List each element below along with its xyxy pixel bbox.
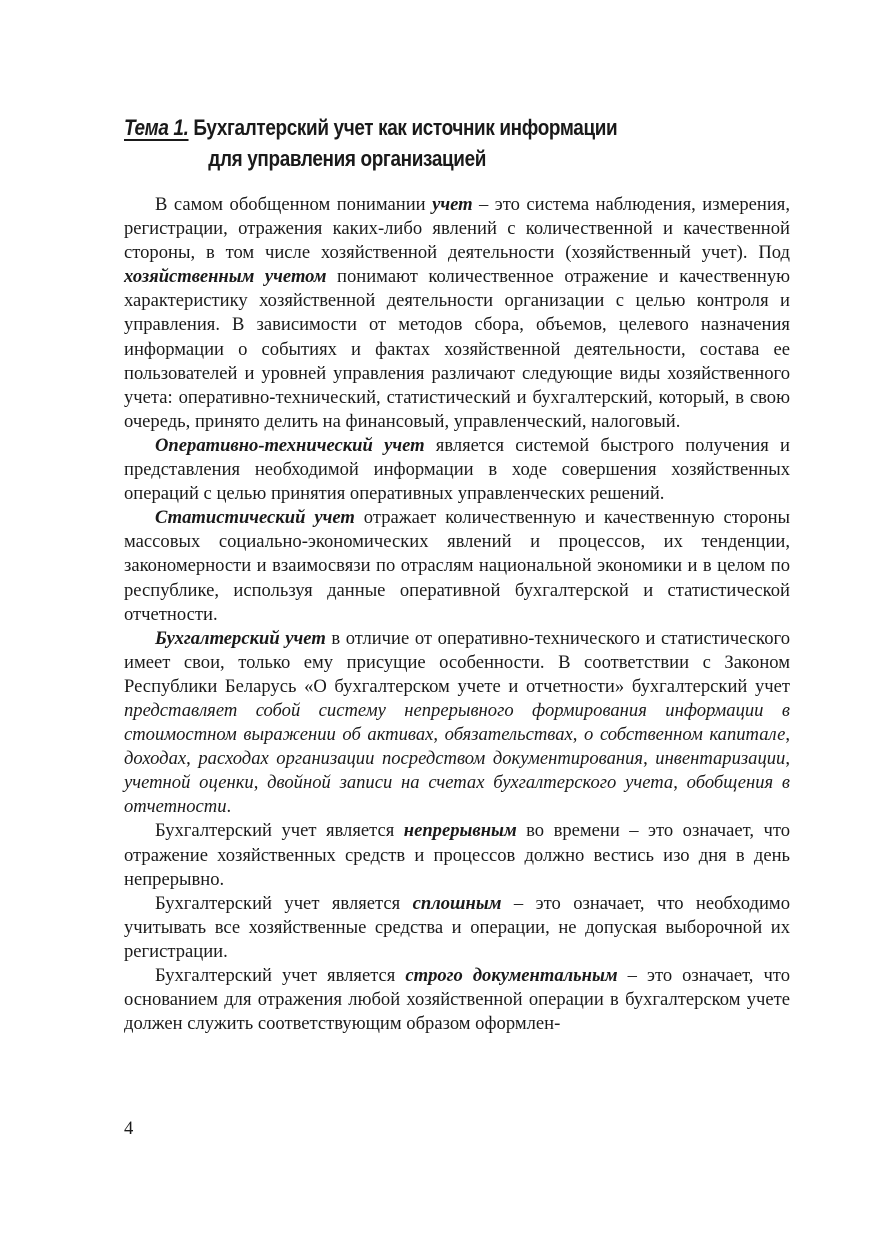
heading-title-line1: Бухгалтерский учет как источник информации	[193, 115, 618, 140]
paragraph-text: .	[226, 796, 232, 818]
paragraph-text: ,	[186, 748, 199, 770]
paragraph-text: ,	[785, 724, 790, 746]
paragraph-text: является системой быстрого получения и представления необходимой информации в ходе совершения хозяйственных операций с целью принятия оперативных управленческих решений.	[124, 434, 790, 505]
paragraph	[124, 506, 790, 626]
emphasized-term: Бухгалтерский учет	[155, 627, 326, 649]
topic-label: Тема 1.	[124, 115, 189, 140]
section-heading	[124, 112, 709, 174]
paragraph	[124, 193, 790, 434]
paragraph	[124, 819, 790, 891]
emphasized-term: строго документальным	[405, 965, 618, 986]
emphasized-term: учет	[432, 194, 473, 215]
paragraph	[124, 627, 790, 820]
paragraph-text: В самом обобщенном понимании	[155, 194, 433, 215]
paragraph-text: во времени – это означает, что отражение хозяйственных средств и процессов должно вестись изо дня в день непрерывно.	[124, 820, 790, 890]
paragraph-text: ,	[572, 724, 585, 746]
paragraph-text: в отличие от оперативно-технического и статистического имеет свои, только ему присущие особенности. В соответствии с Законом Республики Беларусь «О бухгалтерском учете и отчетности» бухгалтерский учет	[124, 627, 791, 697]
paragraph-text: ,	[253, 772, 268, 794]
paragraph-text: отражает количественную и качественную стороны массовых социально-экономических явлений и процессов, их тенденции, закономерности и взаимосвязи по отраслям национальной экономики и в целом по республике, используя данные оперативной бухгалтерской и статистической отчетности.	[124, 507, 791, 625]
emphasized-term: сплошным	[412, 892, 502, 914]
paragraph	[124, 434, 790, 506]
paragraph-text: ,	[673, 772, 687, 794]
italic-phrase: расходах организации посредством документирования	[198, 748, 644, 770]
paragraph-text: ,	[433, 724, 445, 746]
italic-phrase: обобщения в отчетности	[124, 772, 790, 818]
emphasized-term: хозяйственным учетом	[124, 266, 327, 288]
page-number: 4	[124, 1118, 134, 1139]
paragraph-text: – это означает, что основанием для отражения любой хозяйственной операции в бухгалтерском учете должен служить соответствующим образом оформлен-	[124, 965, 790, 1035]
italic-phrase: доходах	[124, 748, 187, 770]
paragraph-text: – это система наблюдения, измерения, регистрации, отражения каких-либо явлений с количественной и качественной стороны, в том числе хозяйственной деятельности (хозяйственный учет). Под	[124, 194, 790, 264]
italic-phrase: двойной записи на счетах бухгалтерского учета	[267, 772, 674, 794]
paragraph-text: Бухгалтерский учет является	[155, 965, 406, 986]
paragraph-text: ,	[643, 748, 656, 770]
emphasized-term: непрерывным	[403, 820, 517, 842]
italic-phrase: учетной оценки	[124, 772, 254, 794]
paragraph-text: Бухгалтерский учет является	[155, 820, 404, 842]
italic-phrase: представляет собой систему непрерывного формирования информации в стоимостном выражении об активах	[124, 699, 790, 746]
paragraph-text: ,	[785, 748, 790, 770]
paragraph-text: – это означает, что необходимо учитывать все хозяйственные средства и операции, не допуская выборочной их регистрации.	[124, 892, 790, 962]
italic-phrase: обязательствах	[444, 724, 573, 746]
italic-phrase: инвентаризации	[655, 748, 786, 770]
emphasized-term: Оперативно-технический учет	[155, 434, 425, 456]
emphasized-term: Статистический учет	[155, 507, 355, 529]
paragraph-text: Бухгалтерский учет является	[155, 892, 413, 914]
italic-phrase: о собственном капитале	[584, 724, 786, 746]
paragraph-text: понимают количественное отражение и качественную характеристику хозяйственной деятельности организации с целью контроля и управления. В зависимости от методов сбора, объемов, целевого назначения информации о событиях и фактах хозяйственной деятельности, состава ее пользователей и уровней управления различают следующие виды хозяйственного учета: оперативно-технический, статистический и бухгалтерский, который, в свою очередь, принято делить на финансовый, управленческий, налоговый.	[124, 266, 791, 432]
body-text	[124, 193, 790, 1036]
heading-title-line2: для управления организацией	[208, 146, 487, 171]
paragraph	[124, 964, 790, 1036]
paragraph	[124, 892, 790, 964]
